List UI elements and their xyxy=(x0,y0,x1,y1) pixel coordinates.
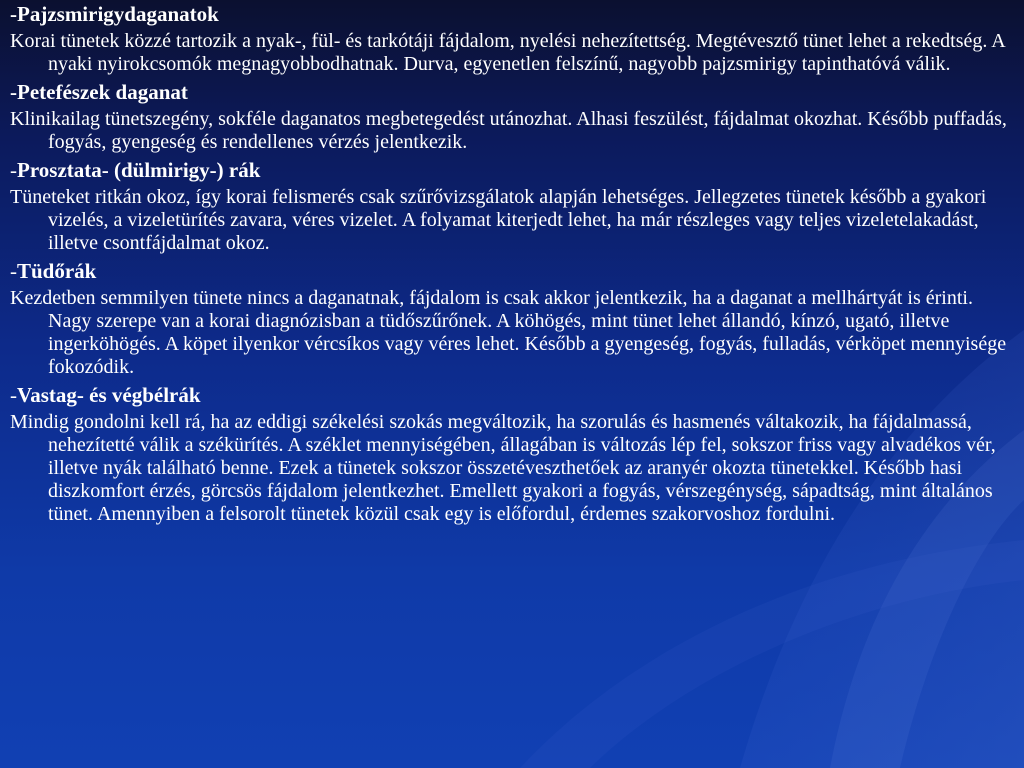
section-body: Mindig gondolni kell rá, ha az eddigi székelési szokás megváltozik, ha szorulás és hasmenés váltakozik, ha fájdalmassá, nehezítetté válik a székürítés. A széklet mennyiségében, állagában is változás lép fel, sokszor friss vagy alvadékos vér, illetve nyák található benne. Ezek a tünetek sokszor összetéveszthetőek az aranyér okozta tünetekkel. Később hasi diszkomfort érzés, görcsös fájdalom jelentkezhet. Emellett gyakori a fogyás, vérszegénység, sápadtság, mint általános tünet. Amennyiben a felsorolt tünetek közül csak egy is előfordul, érdemes szakorvoshoz fordulni. xyxy=(10,411,996,525)
section-heading xyxy=(10,80,1014,104)
slide-content xyxy=(10,2,1014,530)
section-heading xyxy=(10,259,1014,283)
section-prostate xyxy=(10,158,1014,255)
heading-dash: - xyxy=(10,158,17,182)
section-lung xyxy=(10,259,1014,379)
heading-dash: - xyxy=(10,259,17,283)
section-heading xyxy=(10,158,1014,182)
section-colorectal xyxy=(10,383,1014,526)
heading-title: Petefészek daganat xyxy=(17,80,188,104)
section-body: Tüneteket ritkán okoz, így korai felismerés csak szűrővizsgálatok alapján lehetséges. Jellegzetes tünetek később a gyakori vizelés, a vizeletürítés zavara, véres vizelet. A folyamat kiterjedt lehet, ha már részleges vagy teljes vizeletelakadást, illetve csontfájdalmat okoz. xyxy=(10,186,987,254)
section-body: Klinikailag tünetszegény, sokféle daganatos megbetegedést utánozhat. Alhasi feszülést, fájdalmat okozhat. Később puffadás, fogyás, gyengeség és rendellenes vérzés jelentkezik. xyxy=(10,108,1007,153)
heading-title: Vastag- és végbélrák xyxy=(17,383,201,407)
section-ovary xyxy=(10,80,1014,154)
heading-title: Tüdőrák xyxy=(17,259,97,283)
section-heading xyxy=(10,383,1014,407)
heading-dash: - xyxy=(10,2,17,26)
heading-title: Prosztata- (dülmirigy-) rák xyxy=(17,158,261,182)
section-body: Kezdetben semmilyen tünete nincs a daganatnak, fájdalom is csak akkor jelentkezik, ha a daganat a mellhártyát is érinti. Nagy szerepe van a korai diagnózisban a tüdőszűrőnek. A köhögés, mint tünet lehet állandó, kínzó, ugató, illetve ingerköhögés. A köpet ilyenkor vércsíkos vagy véres lehet. Később a gyengeség, fogyás, fulladás, vérköpet mennyisége fokozódik. xyxy=(10,287,1007,378)
heading-dash: - xyxy=(10,383,17,407)
section-body: Korai tünetek közzé tartozik a nyak-, fül- és tarkótáji fájdalom, nyelési nehezítettség. Megtévesztő tünet lehet a rekedtség. A nyaki nyirokcsomók megnagyobbodhatnak. Durva, egyenetlen felszínű, nagyobb pajzsmirigy tapinthatóvá válik. xyxy=(10,30,1005,75)
heading-dash: - xyxy=(10,80,17,104)
section-heading xyxy=(10,2,1014,26)
heading-title: Pajzsmirigydaganatok xyxy=(17,2,219,26)
section-thyroid xyxy=(10,2,1014,76)
